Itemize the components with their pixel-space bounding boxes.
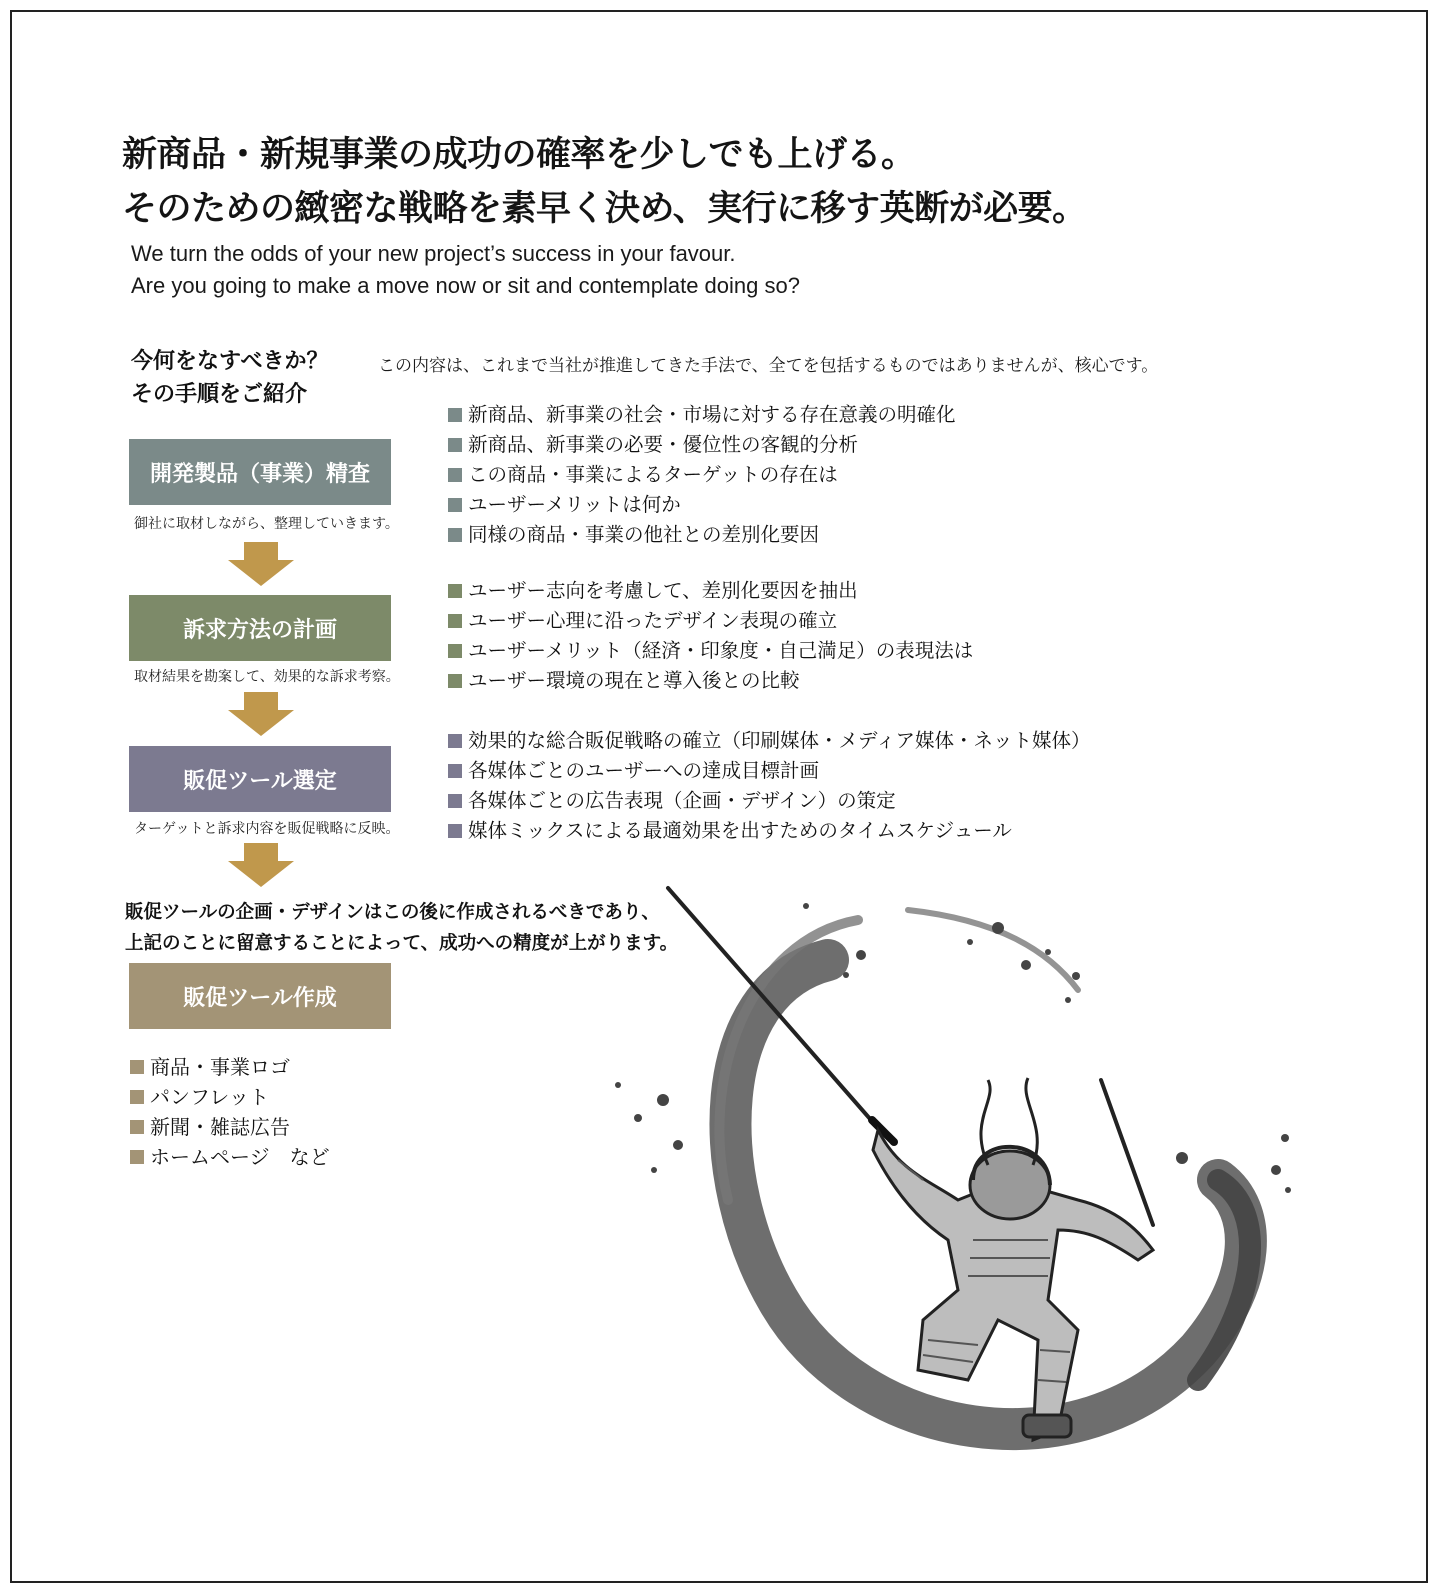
bullet-square-icon (130, 1150, 144, 1164)
point-item: 新商品、新事業の必要・優位性の客観的分析 (448, 430, 956, 460)
step-1-points (448, 400, 956, 550)
step-2-points (448, 576, 973, 696)
summary-line-2: 上記のことに留意することによって、成功への精度が上がります。 (125, 933, 679, 954)
point-item: 同様の商品・事業の他社との差別化要因 (448, 520, 956, 550)
samurai-figure (873, 1078, 1153, 1440)
deliverable-item: 新聞・雑誌広告 (130, 1112, 330, 1142)
question-heading-line-1: 今何をなすべきか？ (131, 349, 329, 374)
step-box-tool-creation (129, 963, 391, 1029)
step-label: 販促ツール作成 (183, 985, 337, 1011)
point-item: 新商品、新事業の社会・市場に対する存在意義の明確化 (448, 400, 956, 430)
step-caption: 取材結果を勘案して、効果的な訴求考察。 (134, 669, 400, 685)
point-item: ユーザー志向を考慮して、差別化要因を抽出 (448, 576, 973, 606)
samurai-illustration (578, 880, 1318, 1480)
english-subtitle-line-2: Are you going to make a move now or sit and contemplate doing so? (131, 273, 800, 298)
point-item: ユーザーメリットは何か (448, 490, 956, 520)
point-item: ユーザー心理に沿ったデザイン表現の確立 (448, 606, 973, 636)
point-item: 媒体ミックスによる最適効果を出すためのタイムスケジュール (448, 816, 1090, 846)
headline-line-1: 新商品・新規事業の成功の確率を少しでも上げる。 (122, 135, 916, 175)
down-arrow-icon (228, 692, 294, 736)
point-item: 各媒体ごとのユーザーへの達成目標計画 (448, 756, 1090, 786)
english-subtitle-line-1: We turn the odds of your new project’s success in your favour. (131, 241, 736, 266)
question-note: この内容は、これまで当社が推進してきた手法で、全てを包括するものではありませんが、核心です。 (378, 356, 1159, 376)
headline (122, 128, 1087, 236)
bullet-square-icon (448, 468, 462, 482)
bullet-square-icon (448, 794, 462, 808)
summary-line-1: 販促ツールの企画・デザインはこの後に作成されるべきであり、 (125, 902, 660, 923)
question-heading (131, 345, 329, 411)
deliverable-item: パンフレット (130, 1082, 330, 1112)
step-box-product-review (129, 439, 391, 505)
down-arrow-icon (228, 843, 294, 887)
deliverable-item: 商品・事業ロゴ (130, 1052, 330, 1082)
point-item: 効果的な総合販促戦略の確立（印刷媒体・メディア媒体・ネット媒体） (448, 726, 1090, 756)
point-item: 各媒体ごとの広告表現（企画・デザイン）の策定 (448, 786, 1090, 816)
deliverable-item: ホームページ など (130, 1142, 330, 1172)
step-caption: 御社に取材しながら、整理していきます。 (134, 516, 399, 532)
bullet-square-icon (130, 1060, 144, 1074)
bullet-square-icon (130, 1090, 144, 1104)
bullet-square-icon (448, 498, 462, 512)
down-arrow-icon (228, 542, 294, 586)
step-label: 訴求方法の計画 (182, 617, 337, 643)
bullet-square-icon (448, 674, 462, 688)
bullet-square-icon (448, 824, 462, 838)
headline-line-2: そのための緻密な戦略を素早く決め、実行に移す英断が必要。 (122, 189, 1087, 229)
english-subtitle (131, 238, 800, 302)
point-item: ユーザーメリット（経済・印象度・自己満足）の表現法は (448, 636, 973, 666)
bullet-square-icon (448, 408, 462, 422)
bullet-square-icon (448, 528, 462, 542)
point-item: この商品・事業によるターゲットの存在は (448, 460, 956, 490)
step-3-points (448, 726, 1090, 846)
step-box-tool-selection (129, 746, 391, 812)
step-label: 開発製品（事業）精査 (149, 461, 370, 487)
question-heading-line-2: その手順をご紹介 (131, 382, 308, 407)
bullet-square-icon (448, 614, 462, 628)
bullet-square-icon (448, 644, 462, 658)
bullet-square-icon (448, 764, 462, 778)
deliverables-list (130, 1052, 330, 1172)
step-box-appeal-plan (129, 595, 391, 661)
bullet-square-icon (448, 584, 462, 598)
step-caption: ターゲットと訴求内容を販促戦略に反映。 (134, 821, 400, 837)
bullet-square-icon (448, 438, 462, 452)
step-label: 販促ツール選定 (183, 768, 337, 794)
bullet-square-icon (448, 734, 462, 748)
point-item: ユーザー環境の現在と導入後との比較 (448, 666, 973, 696)
bullet-square-icon (130, 1120, 144, 1134)
